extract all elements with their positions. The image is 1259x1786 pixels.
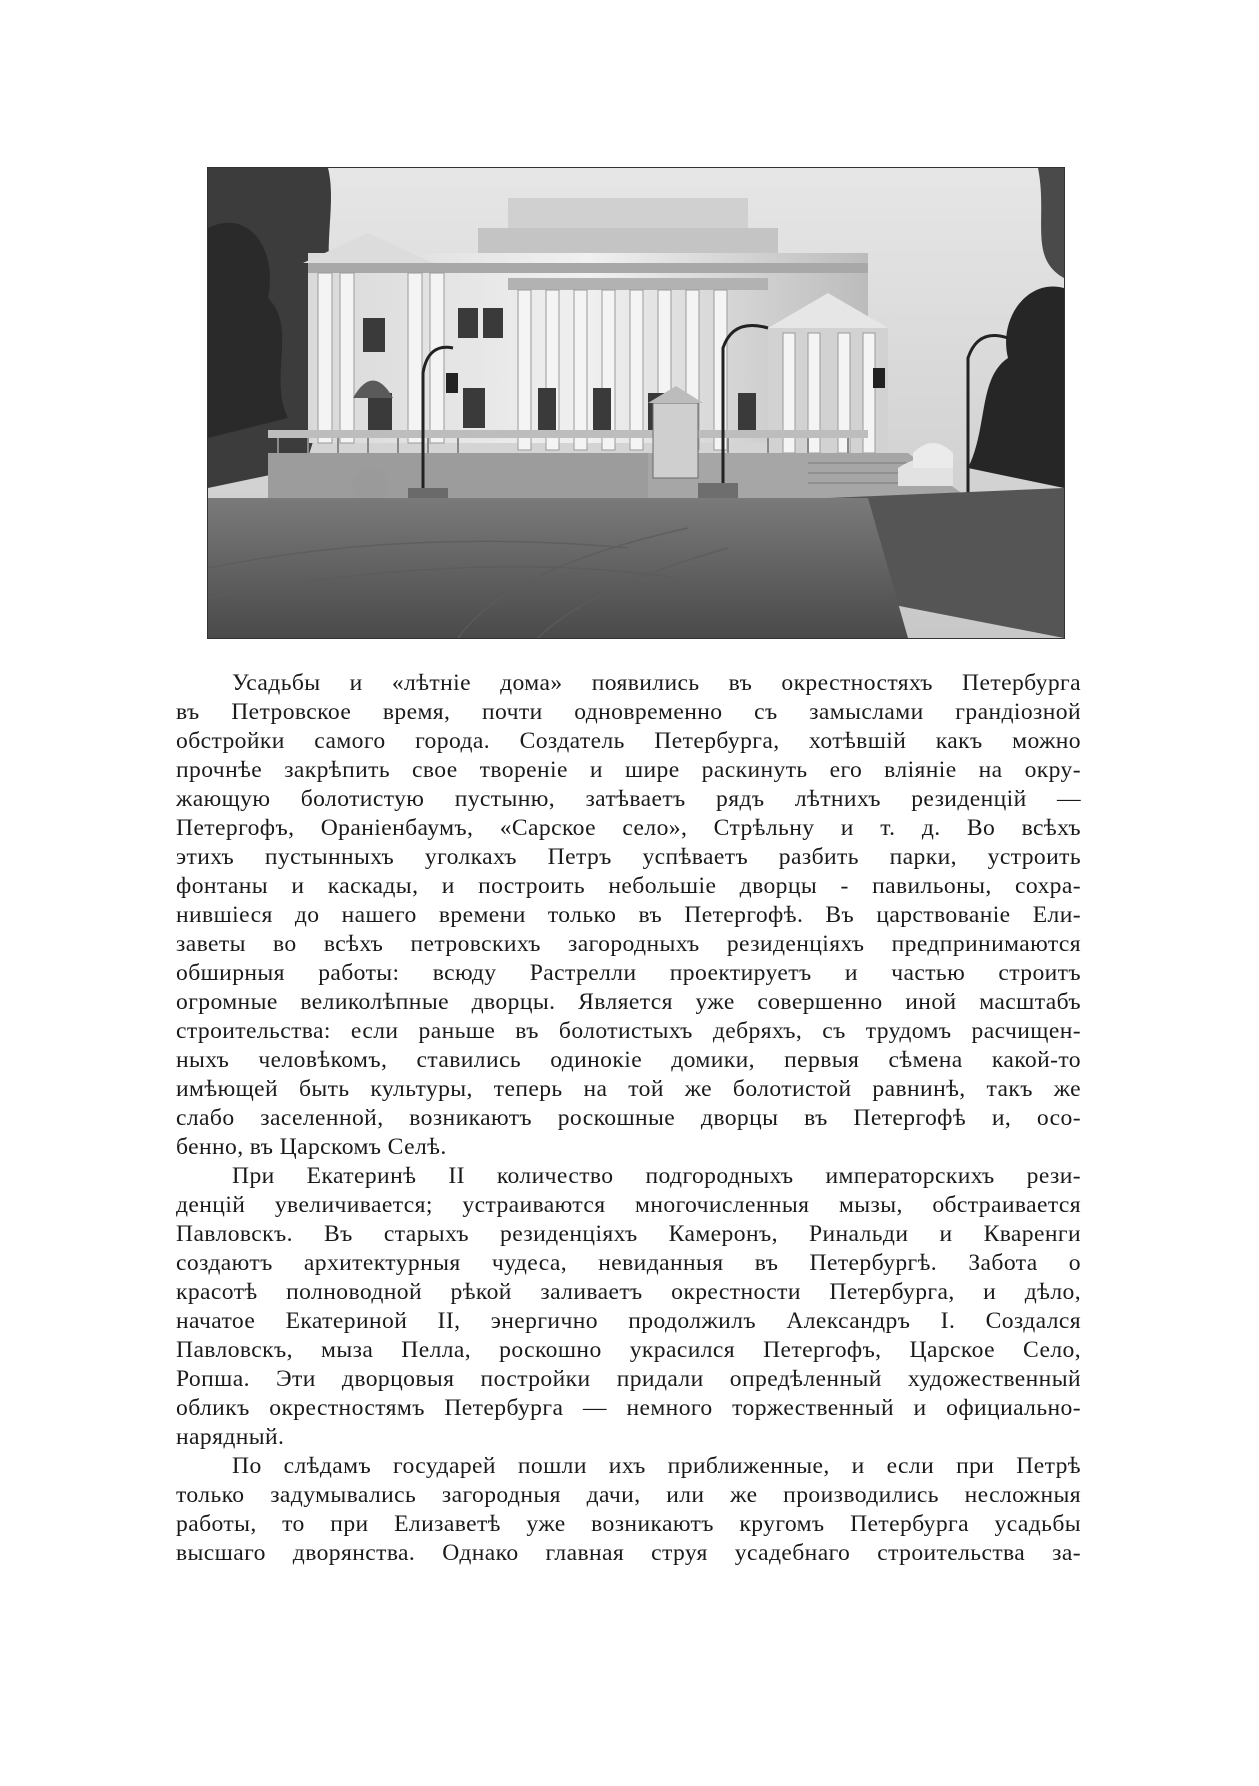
text-line: Павловскъ. Въ старыхъ резиденціяхъ Камеронъ, Ринальди и Кваренги <box>176 1221 1081 1247</box>
text-line: обширныя работы: всюду Растрелли проектируетъ и частью строитъ <box>176 960 1081 986</box>
text-line: огромные великолѣпные дворцы. Является уже совершенно иной масштабъ <box>176 989 1081 1015</box>
text-line: строительства: если раньше въ болотистыхъ дебряхъ, съ трудомъ расчищен- <box>176 1018 1081 1044</box>
paragraph-1 <box>176 669 1081 1162</box>
body-text <box>176 669 1081 1568</box>
text-line: обликъ окрестностямъ Петербурга — немного торжественный и официально- <box>176 1395 1081 1421</box>
text-line: Ропша. Эти дворцовыя постройки придали опредѣленный художественный <box>176 1366 1081 1392</box>
text-line: Усадьбы и «лѣтніе дома» появились въ окрестностяхъ Петербурга <box>232 670 1081 696</box>
text-line: нарядный. <box>176 1424 285 1450</box>
palace-photograph <box>207 167 1065 639</box>
palace-photograph-drawing <box>208 168 1064 638</box>
text-line: имѣющей быть культуры, теперь на той же болотистой равнинѣ, такъ же <box>176 1076 1081 1102</box>
text-line: По слѣдамъ государей пошли ихъ приближенные, и если при Петрѣ <box>232 1453 1081 1479</box>
text-line: только задумывались загородныя дачи, или же производились несложныя <box>176 1482 1081 1508</box>
text-line: обстройки самого города. Создатель Петербурга, хотѣвшій какъ можно <box>176 728 1081 754</box>
text-line: денцій увеличивается; устраиваются многочисленныя мызы, обстраивается <box>176 1192 1081 1218</box>
text-line: жающую болотистую пустыню, затѣваетъ рядъ лѣтнихъ резиденцій — <box>176 786 1081 812</box>
paragraph-3 <box>176 1452 1081 1568</box>
text-line: въ Петровское время, почти одновременно съ замыслами грандіозной <box>176 699 1081 725</box>
text-line: Павловскъ, мыза Пелла, роскошно украсился Петергофъ, Царское Село, <box>176 1337 1081 1363</box>
text-line: фонтаны и каскады, и построить небольшіе дворцы - павильоны, сохра- <box>176 873 1081 899</box>
paragraph-2 <box>176 1162 1081 1452</box>
text-line: этихъ пустынныхъ уголкахъ Петръ успѣваетъ разбить парки, устроить <box>176 844 1081 870</box>
text-line: начатое Екатериной II, энергично продолжилъ Александръ I. Создался <box>176 1308 1081 1334</box>
text-line: При Екатеринѣ II количество подгородныхъ императорскихъ рези- <box>232 1163 1081 1189</box>
text-line: слабо заселенной, возникаютъ роскошные дворцы въ Петергофѣ и, осо- <box>176 1105 1081 1131</box>
text-line: ныхъ человѣкомъ, ставились одинокіе домики, первыя сѣмена какой-то <box>176 1047 1081 1073</box>
text-line: заветы во всѣхъ петровскихъ загородныхъ резиденціяхъ предпринимаются <box>176 931 1081 957</box>
text-line: Петергофъ, Ораніенбаумъ, «Сарское село», Стрѣльну и т. д. Во всѣхъ <box>176 815 1081 841</box>
text-line: бенно, въ Царскомъ Селѣ. <box>176 1134 447 1160</box>
text-line: красотѣ полноводной рѣкой заливаетъ окрестности Петербурга, и дѣло, <box>176 1279 1081 1305</box>
text-line: создаютъ архитектурныя чудеса, невиданныя въ Петербургѣ. Забота о <box>176 1250 1081 1276</box>
text-line: работы, то при Елизаветѣ уже возникаютъ кругомъ Петербурга усадьбы <box>176 1511 1081 1537</box>
text-line: прочнѣе закрѣпить свое твореніе и шире раскинуть его вліяніе на окру- <box>176 757 1081 783</box>
text-line: нившіеся до нашего времени только въ Петергофѣ. Въ царствованіе Ели- <box>176 902 1081 928</box>
text-line: высшаго дворянства. Однако главная струя усадебнаго строительства за- <box>176 1540 1081 1566</box>
